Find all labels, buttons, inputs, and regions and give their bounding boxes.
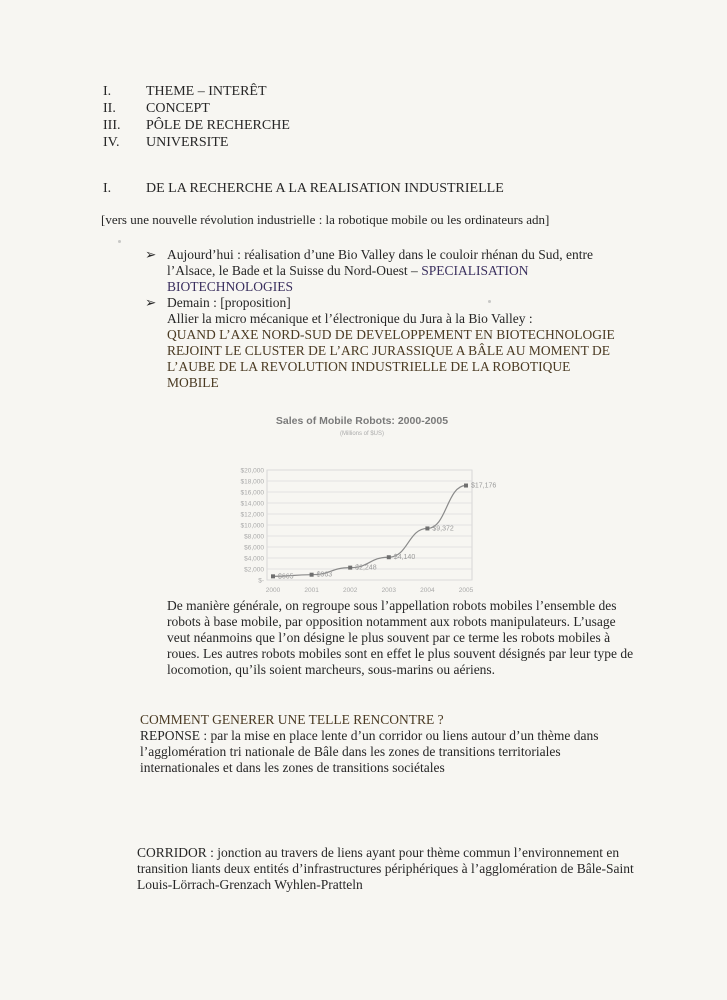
x-tick-label: 2003 (381, 587, 397, 594)
arrow-bullet-icon: ➢ (145, 295, 157, 310)
outline-item (103, 134, 290, 151)
y-tick-label: $20,000 (240, 467, 264, 475)
outline-label: CONCEPT (146, 101, 210, 116)
bullet-tomorrow-accent: QUAND L’AXE NORD-SUD DE DEVELOPPEMENT EN BIOTECHNOLOGIE REJOINT LE CLUSTER DE L’ARC JURASSIQUE A BÂLE AU MOMENT DE L’AUBE DE LA REVOLUTION INDUSTRIELLE DE LA ROBOTIQUE MOBILE (167, 327, 615, 390)
bullet-list (145, 247, 625, 391)
definition-paragraph: De manière générale, on regroupe sous l’appellation robots mobiles l’ensemble des robots à base mobile, par opposition notamment aux robots manipulateurs. L’usage veut néanmoins que l’on désigne le plus souvent par ce terme les robots mobiles à roues. Les autres robots mobiles sont en effet le plus souvent désignés par leur type de locomotion, qu’ils soient marcheurs, sous-marins ou aériens. (167, 598, 634, 677)
outline-item (103, 100, 290, 117)
bullet-today-text: Aujourd’hui : réalisation d’une Bio Valley dans le couloir rhénan du Sud, entre l’Alsace, le Bade et la Suisse du Nord-Ouest – (167, 247, 594, 278)
data-point (425, 526, 429, 530)
y-tick-label: $2,000 (244, 566, 264, 574)
y-tick-label: $16,000 (240, 489, 264, 497)
bullet-today (145, 247, 625, 295)
y-tick-label: $14,000 (240, 500, 264, 508)
outline-number: I. (103, 84, 112, 99)
outline-item (103, 83, 290, 100)
x-tick-label: 2005 (458, 587, 474, 594)
data-label: $963 (316, 571, 333, 579)
arrow-bullet-icon: ➢ (145, 247, 157, 262)
bullet-tomorrow-label: Demain : [proposition] (167, 295, 291, 310)
y-tick-label: $10,000 (240, 522, 264, 530)
data-label: $2,248 (355, 564, 377, 572)
x-tick-label: 2000 (265, 587, 281, 594)
bullet-today-accent: SPECIALISATION BIOTECHNOLOGIES (167, 263, 529, 294)
y-tick-label: $8,000 (244, 533, 264, 541)
outline-item (103, 117, 290, 134)
section-number: I. (103, 181, 112, 196)
data-point (464, 484, 468, 488)
data-point (387, 555, 391, 559)
data-label: $665 (278, 573, 294, 581)
question-heading: COMMENT GENERER UNE TELLE RENCONTRE ? (140, 712, 444, 727)
chart-subtitle: (Millions of $US) (339, 431, 385, 437)
outline-number: III. (103, 118, 121, 133)
outline-number: IV. (103, 135, 120, 150)
intro-line: [vers une nouvelle révolution industrielle : la robotique mobile ou les ordinateurs adn] (101, 212, 550, 227)
section-heading (103, 181, 504, 197)
outline-label: UNIVERSITE (146, 135, 229, 150)
outline-number: II. (103, 101, 116, 116)
y-tick-label: $4,000 (244, 555, 264, 563)
data-label: $4,140 (393, 554, 416, 562)
data-point (348, 566, 352, 570)
y-tick-label: $12,000 (240, 511, 264, 519)
chart-title: Sales of Mobile Robots: 2000-2005 (275, 415, 449, 427)
data-point (271, 574, 275, 578)
data-label: $17,176 (471, 482, 497, 490)
scan-speck (488, 300, 491, 303)
y-tick-label: $- (258, 577, 264, 585)
corridor-definition: CORRIDOR : jonction au travers de liens ayant pour thème commun l’environnement en transition liants deux entités d’infrastructures périphériques à l’agglomération de Bâle-Saint Louis-Lörrach-Grenzach Wyhlen-Pratteln (137, 845, 634, 892)
y-tick-label: $6,000 (244, 544, 264, 552)
data-point (310, 573, 314, 577)
answer-text: REPONSE : par la mise en place lente d’un corridor ou liens autour d’un thème dans l’agglomération tri nationale de Bâle dans les zones de transitions territoriales internationales et dans les zones de transitions sociétales (140, 728, 599, 775)
x-tick-label: 2002 (342, 587, 358, 594)
sales-chart (222, 410, 502, 600)
outline-label: PÔLE DE RECHERCHE (146, 118, 290, 133)
outline-list (103, 83, 290, 151)
question-block (140, 712, 640, 776)
bullet-tomorrow (145, 295, 625, 391)
y-tick-label: $18,000 (240, 478, 264, 486)
x-tick-label: 2004 (420, 587, 435, 594)
bullet-tomorrow-line: Allier la micro mécanique et l’électronique du Jura à la Bio Valley : (167, 311, 533, 326)
scan-speck (118, 240, 121, 243)
data-label: $9,372 (432, 525, 454, 533)
x-tick-label: 2001 (304, 587, 319, 594)
section-title: DE LA RECHERCHE A LA REALISATION INDUSTRIELLE (146, 181, 504, 196)
outline-label: THEME – INTERÊT (146, 84, 267, 99)
